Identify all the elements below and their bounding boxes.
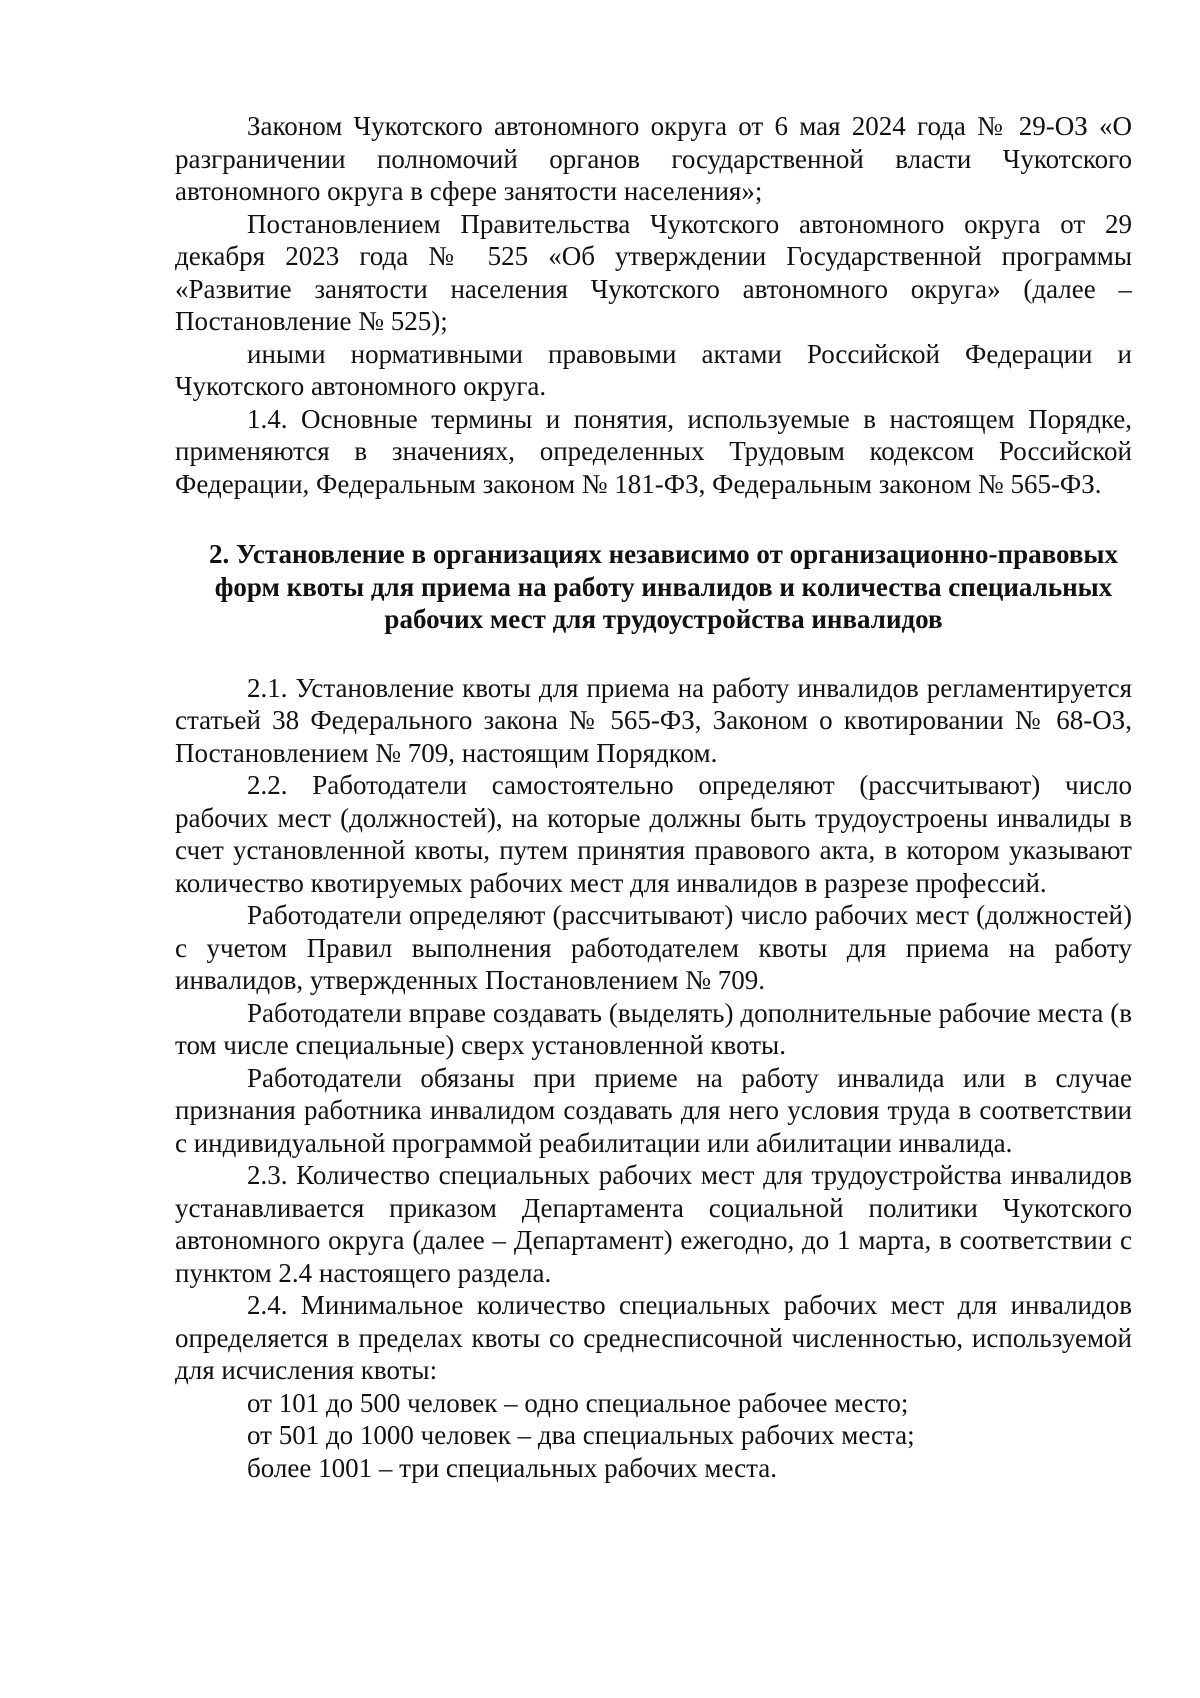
paragraph-employers-determine: Работодатели определяют (рассчитывают) число рабочих мест (должностей) с учетом Правил выполнения работодателем квоты для приема на работу инвалидов, утвержденных Постановлением № 709.	[175, 900, 1132, 995]
paragraph-resolution-525: Постановлением Правительства Чукотского автономного округа от 29 декабря 2023 года № 525 «Об утверждении Государственной программы «Развитие занятости населения Чукотского автономного округа» (далее – Постановление № 525);	[175, 208, 1132, 336]
list-item: от 501 до 1000 человек – два специальных рабочих места;	[247, 1420, 915, 1450]
document-body	[175, 110, 1132, 1484]
paragraph-2-2: 2.2. Работодатели самостоятельно определяют (рассчитывают) число рабочих мест (должностей), на которые должны быть трудоустроены инвалиды в счет установленной квоты, путем принятия правового акта, в котором указывают количество квотируемых рабочих мест для инвалидов в разрезе профессий.	[175, 770, 1132, 898]
paragraph-employers-obliged: Работодатели обязаны при приеме на работу инвалида или в случае признания работника инвалидом создавать для него условия труда в соответствии с индивидуальной программой реабилитации или абилитации инвалида.	[175, 1062, 1132, 1158]
paragraph-2-1: 2.1. Установление квоты для приема на работу инвалидов регламентируется статьей 38 Федерального закона № 565-ФЗ, Законом о квотировании № 68-ОЗ, Постановлением № 709, настоящим Порядком.	[175, 672, 1132, 768]
list-item: более 1001 – три специальных рабочих места.	[247, 1452, 777, 1483]
paragraph-law-29-oz: Законом Чукотского автономного округа от 6 мая 2024 года № 29-ОЗ «О разграничении полномочий органов государственной власти Чукотского автономного округа в сфере занятости населения»;	[175, 111, 1132, 206]
paragraph-2-4: 2.4. Минимальное количество специальных рабочих мест для инвалидов определяется в пределах квоты со среднесписочной численностью, используемой для исчисления квоты:	[175, 1290, 1132, 1385]
paragraph-1-4: 1.4. Основные термины и понятия, используемые в настоящем Порядке, применяются в значениях, определенных Трудовым кодексом Российской Федерации, Федеральным законом № 181-ФЗ, Федеральным законом № 565-ФЗ.	[175, 403, 1132, 499]
paragraph-other-acts: иными нормативными правовыми актами Российской Федерации и Чукотского автономного округа.	[175, 338, 1132, 401]
paragraph-2-3: 2.3. Количество специальных рабочих мест для трудоустройства инвалидов устанавливается приказом Департамента социальной политики Чукотского автономного округа (далее – Департамент) ежегодно, до 1 марта, в соответствии с пунктом 2.4 настоящего раздела.	[175, 1160, 1132, 1288]
paragraph-employers-may-create: Работодатели вправе создавать (выделять) дополнительные рабочие места (в том числе специальные) сверх установленной квоты.	[175, 997, 1132, 1060]
section-2-heading: 2. Установление в организациях независимо от организационно-правовых форм квоты для приема на работу инвалидов и количества специальных рабочих мест для трудоустройства инвалидов	[208, 539, 1119, 634]
list-item: от 101 до 500 человек – одно специальное рабочее место;	[247, 1387, 909, 1418]
